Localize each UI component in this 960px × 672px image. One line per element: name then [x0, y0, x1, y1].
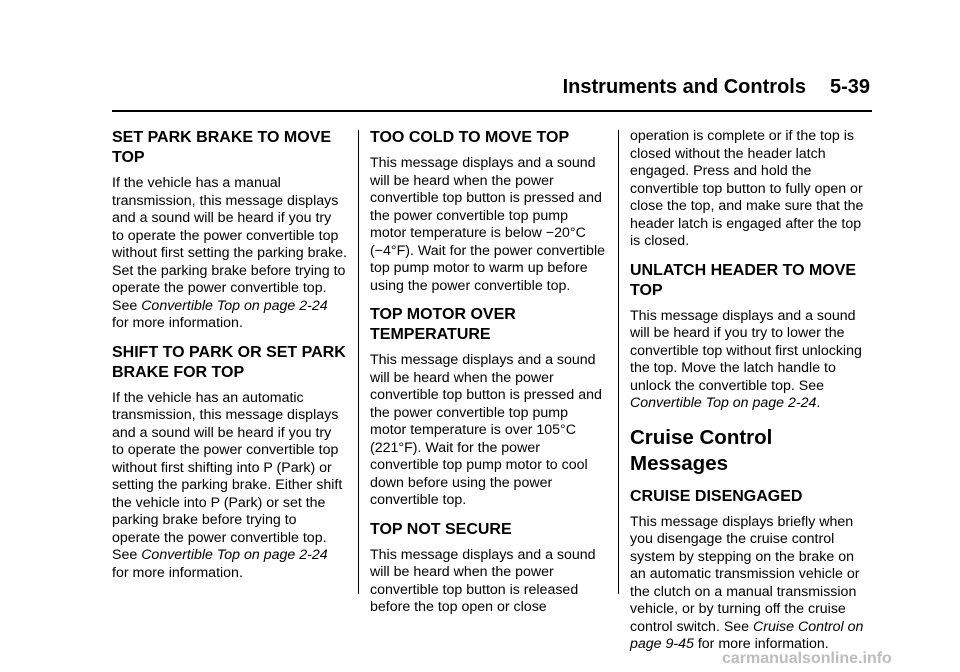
paragraph-top-not-secure: This message displays and a sound will be heard when the power convertible top button is released before the top open or close [370, 546, 596, 615]
cross-reference-link[interactable]: Convertible Top on page 2-24 [630, 395, 817, 411]
cross-reference-link[interactable]: Convertible Top on page 2-24 [141, 297, 328, 314]
text: . [816, 395, 821, 411]
paragraph-shift-to-park [112, 390, 347, 583]
heading-cruise-disengaged: CRUISE DISENGAGED [630, 487, 803, 505]
column-2 [370, 128, 605, 626]
heading-set-park-brake: SET PARK BRAKE TO MOVE TOP [112, 129, 331, 166]
column-divider [358, 130, 359, 594]
page-header [560, 76, 870, 99]
heading-top-not-secure: TOP NOT SECURE [370, 520, 512, 538]
watermark: carmanualsonline.info [722, 650, 892, 667]
section-title: Instruments and Controls [562, 76, 806, 98]
cross-reference-link[interactable]: Cruise Control on page 9-45 [630, 618, 864, 652]
paragraph-set-park-brake [112, 175, 347, 333]
text: for more information. [112, 315, 243, 331]
paragraph-cruise-disengaged [630, 514, 865, 654]
text: If the vehicle has an automatic transmission, this message displays and a sound will be heard if you try to operate the power convertible top without first shifting into P (Park) or setting the parking brake. Either shift the vehicle into P (Park) or set the parking brake before trying to operate the power convertible top. See [112, 389, 343, 563]
text: for more information. [112, 564, 243, 581]
paragraph-top-not-secure-continued: operation is complete or if the top is closed without the header latch engaged. Press and hold the convertible top button to fully open or close the top, and make sure that the header latch is engaged after the top is closed. [630, 128, 864, 249]
heading-top-motor-over-temperature: TOP MOTOR OVER TEMPERATURE [370, 306, 516, 343]
heading-cruise-control-messages: Cruise Control Messages [630, 425, 773, 475]
cross-reference-link[interactable]: Convertible Top on page 2-24 [141, 547, 328, 563]
heading-shift-to-park: SHIFT TO PARK OR SET PARK BRAKE FOR TOP [112, 343, 346, 381]
text: for more information. [693, 636, 829, 652]
paragraph-top-motor-over-temperature: This message displays and a sound will be heard when the power convertible top button is pressed and the power convertible top pump motor temperature is over 105°C (221°F). Wait for the power convertible top pump motor to cool down before using the power convertible top. [370, 352, 602, 508]
column-1 [112, 128, 347, 591]
column-divider [618, 130, 619, 594]
text: This message displays and a sound will be heard if you try to lower the convertible top without first unlocking the top. Move the latch handle to unlock the convertible top. See [630, 307, 862, 394]
page-number: 5-39 [829, 76, 870, 98]
heading-too-cold: TOO COLD TO MOVE TOP [370, 129, 570, 146]
column-3 [630, 128, 865, 663]
header-rule [112, 110, 872, 112]
text: If the vehicle has a manual transmission, this message displays and a sound will be heard if you try to operate the power convertible top without first setting the parking brake. Set the parking brake before trying to operate the power convertible top. See [112, 175, 348, 314]
paragraph-unlatch-header [630, 308, 865, 413]
text: This message displays briefly when you disengage the cruise control system by stepping on the brake on an automatic transmission vehicle or the clutch on a manual transmission vehicle, or by turning off the cruise control switch. See [630, 513, 860, 635]
heading-unlatch-header: UNLATCH HEADER TO MOVE TOP [630, 261, 857, 299]
paragraph-too-cold: This message displays and a sound will be heard when the power convertible top button is pressed and the power convertible top pump motor temperature is below −20°C (−4°F). Wait for the power convertible top pump motor to warm up before using the power convertible top. [370, 155, 605, 294]
